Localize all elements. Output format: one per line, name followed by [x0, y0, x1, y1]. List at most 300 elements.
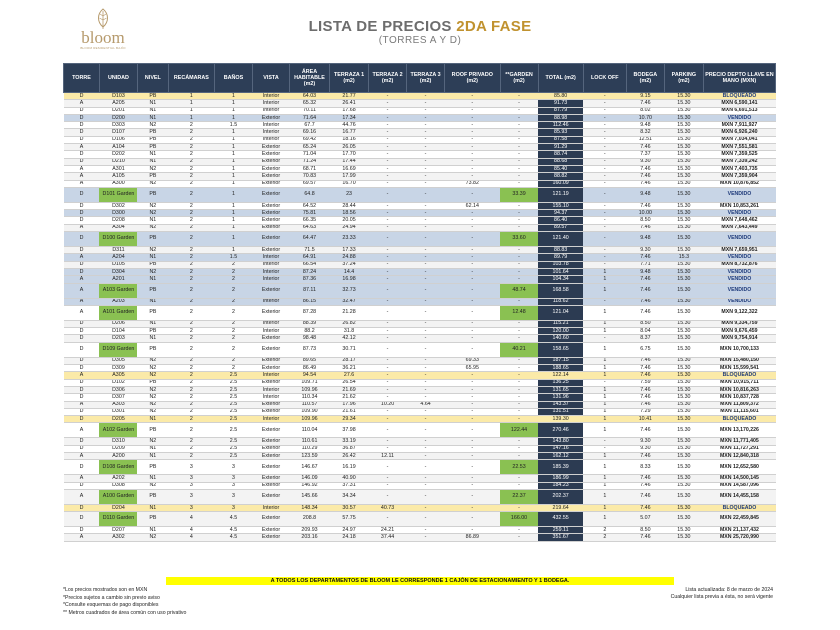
table-cell: 16.19 — [330, 460, 369, 475]
table-cell: - — [445, 452, 500, 459]
table-cell: - — [369, 210, 407, 217]
table-cell: N2 — [137, 180, 168, 187]
table-cell: D210 — [99, 158, 137, 165]
table-cell: - — [583, 445, 626, 452]
table-cell: VENDIDO — [703, 268, 775, 275]
table-cell: D — [64, 335, 100, 342]
table-cell: - — [500, 151, 538, 158]
table-cell: D — [64, 460, 100, 475]
table-cell: - — [583, 165, 626, 172]
table-cell: Interior — [252, 261, 289, 268]
table-cell: BLOQUEADO — [703, 504, 775, 511]
table-cell: 16.69 — [330, 165, 369, 172]
table-cell: - — [369, 482, 407, 489]
table-cell: D200 — [99, 114, 137, 121]
table-cell: Exterior — [252, 512, 289, 527]
table-cell: 15.30 — [664, 268, 703, 275]
page-title — [0, 18, 840, 35]
table-cell: Exterior — [252, 489, 289, 504]
table-cell: 94.54 — [289, 372, 329, 379]
table-cell: - — [407, 482, 445, 489]
table-cell: 7.46 — [626, 180, 664, 187]
table-cell: 16.70 — [330, 180, 369, 187]
table-cell: MXN 10,837,728 — [703, 394, 775, 401]
table-cell: - — [445, 394, 500, 401]
table-cell: 15.30 — [664, 107, 703, 114]
table-cell: 3 — [214, 475, 252, 482]
table-cell: Exterior — [252, 423, 289, 438]
table-cell: D — [64, 136, 100, 143]
table-cell: - — [583, 122, 626, 129]
title-main: LISTA DE PRECIOS — [308, 18, 452, 35]
table-cell: D105 — [99, 261, 137, 268]
table-cell: 143.37 — [538, 401, 583, 408]
table-cell: Exterior — [252, 283, 289, 298]
table-cell: 188.65 — [538, 365, 583, 372]
table-cell: 7.46 — [626, 254, 664, 261]
table-cell: N2 — [137, 394, 168, 401]
table-cell: Exterior — [252, 482, 289, 489]
table-cell: 1 — [214, 217, 252, 224]
table-cell: - — [369, 217, 407, 224]
table-cell: Exterior — [252, 335, 289, 342]
table-cell: - — [500, 144, 538, 151]
table-cell: MXN 14,500,145 — [703, 475, 775, 482]
table-cell: 86.89 — [445, 534, 500, 541]
table-cell: 4 — [168, 527, 214, 534]
table-cell: D204 — [99, 504, 137, 511]
table-cell: D309 — [99, 365, 137, 372]
table-cell: 15.30 — [664, 129, 703, 136]
table-cell: 20.05 — [330, 217, 369, 224]
table-cell: 29.34 — [330, 416, 369, 423]
table-cell: MXN 10,853,261 — [703, 202, 775, 209]
table-cell: D — [64, 187, 100, 202]
table-cell: 2 — [214, 357, 252, 364]
table-cell: 2.5 — [214, 401, 252, 408]
table-cell: 15.30 — [664, 93, 703, 100]
table-cell: 7.46 — [626, 100, 664, 107]
table-cell: 2 — [168, 122, 214, 129]
table-cell: - — [369, 93, 407, 100]
table-cell: 168.58 — [538, 283, 583, 298]
table-cell: 24.97 — [330, 527, 369, 534]
table-cell: - — [369, 489, 407, 504]
table-cell: 15.30 — [664, 298, 703, 305]
table-cell: - — [445, 342, 500, 357]
table-cell: 1.5 — [214, 122, 252, 129]
table-cell: 66.54 — [289, 261, 329, 268]
table-cell: 30.57 — [330, 504, 369, 511]
table-cell: - — [445, 151, 500, 158]
table-cell: 15.30 — [664, 408, 703, 415]
table-cell: 44.76 — [330, 122, 369, 129]
table-cell: 37.98 — [330, 423, 369, 438]
table-cell: - — [407, 445, 445, 452]
table-cell: 15.30 — [664, 114, 703, 121]
table-cell: MXN 11,809,372 — [703, 401, 775, 408]
table-cell: 73.82 — [445, 180, 500, 187]
table-cell: - — [369, 475, 407, 482]
table-cell: 33.19 — [330, 438, 369, 445]
table-cell: 32.47 — [330, 298, 369, 305]
table-cell: A200 — [99, 452, 137, 459]
table-cell: - — [445, 165, 500, 172]
table-cell: - — [445, 504, 500, 511]
table-cell: 3 — [168, 475, 214, 482]
table-cell: - — [369, 394, 407, 401]
table-row — [64, 320, 776, 327]
table-cell: - — [445, 401, 500, 408]
table-cell: 24.18 — [330, 534, 369, 541]
table-cell: - — [407, 372, 445, 379]
table-cell: - — [583, 93, 626, 100]
footer-info — [671, 587, 773, 601]
table-cell: - — [407, 504, 445, 511]
table-cell: - — [407, 475, 445, 482]
table-cell: 1 — [168, 100, 214, 107]
table-cell: 69.57 — [289, 180, 329, 187]
table-cell: D311 — [99, 247, 137, 254]
table-cell: - — [445, 408, 500, 415]
table-cell: - — [407, 187, 445, 202]
table-cell: - — [407, 408, 445, 415]
table-cell: 87.79 — [538, 107, 583, 114]
table-cell: MXN 7,339,242 — [703, 158, 775, 165]
table-cell: - — [445, 144, 500, 151]
table-cell: A203 — [99, 298, 137, 305]
table-row — [64, 122, 776, 129]
table-cell: MXN 10,700,133 — [703, 342, 775, 357]
table-cell: 1 — [583, 408, 626, 415]
table-cell: 87.73 — [289, 342, 329, 357]
table-cell: 1 — [583, 423, 626, 438]
table-cell: 2 — [168, 151, 214, 158]
table-cell: 122.44 — [500, 423, 538, 438]
table-cell: - — [445, 482, 500, 489]
table-cell: Exterior — [252, 232, 289, 247]
table-cell: - — [407, 268, 445, 275]
table-cell: 1 — [583, 394, 626, 401]
table-cell: - — [445, 122, 500, 129]
table-cell: 2.5 — [214, 452, 252, 459]
table-cell: 86.15 — [289, 298, 329, 305]
table-cell: - — [407, 534, 445, 541]
table-cell: - — [583, 114, 626, 121]
table-cell: - — [500, 254, 538, 261]
table-cell: 2 — [168, 232, 214, 247]
table-cell: - — [369, 357, 407, 364]
table-cell: MXN 7,643,449 — [703, 224, 775, 231]
table-cell: 109.96 — [289, 386, 329, 393]
table-cell: MXN 11,115,601 — [703, 408, 775, 415]
table-cell: - — [500, 365, 538, 372]
table-cell: MXN 9,334,759 — [703, 320, 775, 327]
table-cell: 8.33 — [626, 460, 664, 475]
table-cell: 109.90 — [289, 408, 329, 415]
table-cell: Exterior — [252, 151, 289, 158]
table-cell: 110.61 — [289, 438, 329, 445]
table-cell: Exterior — [252, 445, 289, 452]
table-row — [64, 217, 776, 224]
table-cell: 4 — [168, 512, 214, 527]
column-header: RECÁMARAS — [168, 64, 214, 93]
table-cell: 15.30 — [664, 482, 703, 489]
table-cell: - — [500, 268, 538, 275]
table-cell: - — [369, 122, 407, 129]
table-cell: - — [407, 136, 445, 143]
table-cell: 88.2 — [289, 328, 329, 335]
table-cell: 2 — [168, 144, 214, 151]
table-cell: 9.15 — [626, 93, 664, 100]
table-cell: MXN 25,720,990 — [703, 534, 775, 541]
table-cell: - — [407, 328, 445, 335]
column-header: NIVEL — [137, 64, 168, 93]
table-cell: - — [445, 217, 500, 224]
table-cell: N1 — [137, 217, 168, 224]
table-cell: N1 — [137, 276, 168, 283]
table-cell: 69.42 — [289, 136, 329, 143]
table-cell: A301 — [99, 165, 137, 172]
table-cell: 7.46 — [626, 298, 664, 305]
table-cell: - — [407, 276, 445, 283]
table-cell: 1 — [583, 489, 626, 504]
table-row — [64, 401, 776, 408]
table-cell: 34.34 — [330, 489, 369, 504]
table-cell: PB — [137, 423, 168, 438]
table-cell: N2 — [137, 210, 168, 217]
table-cell: 15.30 — [664, 416, 703, 423]
table-cell: Exterior — [252, 180, 289, 187]
table-cell: VENDIDO — [703, 298, 775, 305]
table-cell: - — [583, 254, 626, 261]
table-cell: VENDIDO — [703, 187, 775, 202]
table-cell: D202 — [99, 151, 137, 158]
table-cell: A — [64, 401, 100, 408]
table-cell: 18.56 — [330, 210, 369, 217]
table-cell: A205 — [99, 100, 137, 107]
table-cell: N2 — [137, 224, 168, 231]
table-cell: - — [407, 379, 445, 386]
table-cell: 67.7 — [289, 122, 329, 129]
table-cell: 24.88 — [330, 254, 369, 261]
table-cell: 27.6 — [330, 372, 369, 379]
table-cell: 65.24 — [289, 144, 329, 151]
table-cell: 2 — [168, 202, 214, 209]
table-cell: 15.30 — [664, 165, 703, 172]
table-cell: D — [64, 261, 100, 268]
table-cell: 1 — [583, 452, 626, 459]
table-cell: - — [369, 202, 407, 209]
table-cell: 21.28 — [330, 305, 369, 320]
table-cell: 4.5 — [214, 512, 252, 527]
table-cell: 15.30 — [664, 305, 703, 320]
table-cell: - — [407, 254, 445, 261]
table-cell: 15.30 — [664, 328, 703, 335]
table-cell: - — [407, 165, 445, 172]
table-cell: 7.46 — [626, 401, 664, 408]
table-cell: 109.96 — [289, 416, 329, 423]
column-header: BODEGA (m2) — [626, 64, 664, 93]
table-cell: 2 — [168, 408, 214, 415]
table-cell: Exterior — [252, 534, 289, 541]
table-cell: 4 — [168, 534, 214, 541]
table-cell: PB — [137, 305, 168, 320]
table-cell: 2.5 — [214, 379, 252, 386]
table-cell: N1 — [137, 107, 168, 114]
table-cell: 7.46 — [626, 202, 664, 209]
table-cell: - — [445, 276, 500, 283]
table-cell: 1 — [168, 107, 214, 114]
table-row — [64, 408, 776, 415]
table-cell: 1 — [214, 202, 252, 209]
table-cell: A — [64, 372, 100, 379]
table-cell: - — [407, 305, 445, 320]
table-cell: D — [64, 357, 100, 364]
update-date: Lista actualizada: 8 de marzo de 2024 — [685, 587, 773, 593]
table-cell: 7.46 — [626, 482, 664, 489]
table-row — [64, 268, 776, 275]
table-cell: - — [500, 276, 538, 283]
table-cell: - — [445, 254, 500, 261]
table-cell: 145.66 — [289, 489, 329, 504]
table-cell: A — [64, 283, 100, 298]
table-cell: 15.30 — [664, 379, 703, 386]
table-cell: 17.34 — [330, 114, 369, 121]
table-cell: - — [500, 93, 538, 100]
table-cell: 2 — [214, 283, 252, 298]
table-cell: 1 — [214, 224, 252, 231]
table-cell: 2 — [168, 210, 214, 217]
table-cell: N2 — [137, 165, 168, 172]
table-cell: A103 Garden — [99, 283, 137, 298]
table-cell: D110 Garden — [99, 512, 137, 527]
table-cell: 2 — [168, 365, 214, 372]
table-cell: Interior — [252, 386, 289, 393]
table-cell: - — [445, 305, 500, 320]
title-highlight: 2DA FASE — [456, 18, 532, 35]
table-cell: 70.83 — [289, 173, 329, 180]
table-cell: D — [64, 342, 100, 357]
table-cell: 1 — [583, 276, 626, 283]
table-cell: - — [583, 261, 626, 268]
table-cell: - — [500, 482, 538, 489]
table-cell: 15.30 — [664, 475, 703, 482]
table-cell: Exterior — [252, 158, 289, 165]
table-cell: MXN 14,587,096 — [703, 482, 775, 489]
table-cell: - — [407, 93, 445, 100]
table-cell: 15.30 — [664, 261, 703, 268]
table-cell: 10.70 — [626, 114, 664, 121]
table-cell: N2 — [137, 122, 168, 129]
table-cell: - — [369, 158, 407, 165]
table-cell: MXN 10,915,711 — [703, 379, 775, 386]
table-cell: - — [500, 386, 538, 393]
table-cell: 2 — [168, 342, 214, 357]
table-cell: 1.5 — [214, 254, 252, 261]
table-cell: 120.00 — [538, 328, 583, 335]
table-row — [64, 232, 776, 247]
table-cell: Exterior — [252, 114, 289, 121]
table-cell: - — [369, 165, 407, 172]
table-cell: 3 — [168, 482, 214, 489]
table-row — [64, 394, 776, 401]
table-cell: 26.05 — [330, 144, 369, 151]
table-cell: 15.30 — [664, 504, 703, 511]
table-row — [64, 187, 776, 202]
table-row — [64, 202, 776, 209]
table-cell: - — [407, 452, 445, 459]
table-cell: 7.46 — [626, 386, 664, 393]
table-cell: - — [445, 173, 500, 180]
table-cell: - — [369, 283, 407, 298]
table-cell: PB — [137, 489, 168, 504]
table-cell: 9.30 — [626, 158, 664, 165]
table-row — [64, 504, 776, 511]
table-cell: 15.30 — [664, 100, 703, 107]
table-cell: - — [369, 224, 407, 231]
table-cell: 15.30 — [664, 210, 703, 217]
table-cell: 208.8 — [289, 512, 329, 527]
table-cell: Exterior — [252, 305, 289, 320]
table-cell: - — [500, 504, 538, 511]
table-cell: D — [64, 445, 100, 452]
table-cell: A — [64, 298, 100, 305]
table-cell: - — [369, 408, 407, 415]
table-cell: D109 Garden — [99, 342, 137, 357]
table-row — [64, 210, 776, 217]
note-item: *Precios sujetos a cambio sin previo aviso — [63, 594, 160, 601]
table-cell: 1 — [583, 504, 626, 511]
table-cell: 2 — [214, 261, 252, 268]
table-cell: 88.82 — [538, 173, 583, 180]
table-header-row — [64, 64, 776, 93]
table-cell: Exterior — [252, 401, 289, 408]
table-cell: 24.21 — [369, 527, 407, 534]
table-cell: 1 — [583, 416, 626, 423]
table-cell: 15.30 — [664, 438, 703, 445]
table-cell: N1 — [137, 151, 168, 158]
table-cell: 2 — [168, 158, 214, 165]
table-cell: MXN 12,652,580 — [703, 460, 775, 475]
table-cell: 64.47 — [289, 232, 329, 247]
table-cell: - — [407, 261, 445, 268]
table-cell: D — [64, 320, 100, 327]
validity-note: Cualquier lista previa a ésta, no será vigente — [670, 594, 773, 600]
table-cell: D302 — [99, 202, 137, 209]
table-cell: - — [583, 158, 626, 165]
table-cell: - — [500, 475, 538, 482]
table-cell: D206 — [99, 320, 137, 327]
table-cell: 15.30 — [664, 460, 703, 475]
table-cell: 21.62 — [330, 394, 369, 401]
table-cell: Interior — [252, 394, 289, 401]
table-cell: 36.87 — [330, 445, 369, 452]
table-cell: - — [369, 107, 407, 114]
table-cell: 15.30 — [664, 217, 703, 224]
table-cell: - — [583, 187, 626, 202]
table-cell: MXN 7,359,525 — [703, 151, 775, 158]
table-cell: 21.77 — [330, 93, 369, 100]
table-cell: PB — [137, 129, 168, 136]
table-cell: Exterior — [252, 247, 289, 254]
table-cell: 86.40 — [538, 217, 583, 224]
table-cell: 9.30 — [626, 445, 664, 452]
table-cell: D100 Garden — [99, 232, 137, 247]
table-cell: 8.50 — [626, 217, 664, 224]
table-cell: - — [445, 158, 500, 165]
table-cell: - — [369, 386, 407, 393]
